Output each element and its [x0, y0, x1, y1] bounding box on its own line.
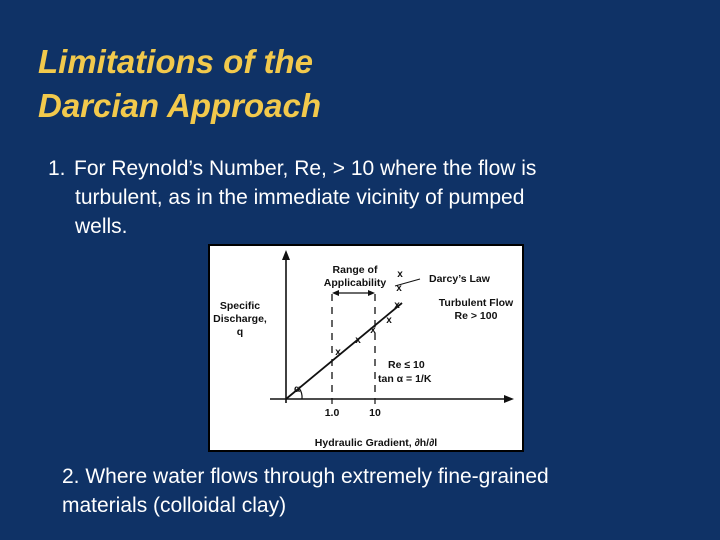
- point-1-line-1: For Reynold’s Number, Re, > 10 where the flow is: [74, 157, 537, 180]
- data-point-marker: x: [370, 325, 376, 336]
- point-1-line-2: turbulent, as in the immediate vicinity of pumped: [75, 186, 525, 209]
- bullet-point-1: [48, 154, 688, 241]
- turbulent-label-line-2: Re > 100: [454, 310, 498, 322]
- title-line-1: Limitations of the: [38, 43, 313, 80]
- data-point-marker: x: [355, 335, 361, 346]
- range-label-line-1: Range of: [332, 264, 378, 276]
- title-line-2: Darcian Approach: [38, 87, 322, 124]
- alpha-label: α: [294, 384, 301, 395]
- range-arrow-left-head: [332, 290, 339, 296]
- point-1-line-3: wells.: [75, 215, 128, 238]
- point-2-line-2: materials (colloidal clay): [62, 494, 287, 517]
- y-axis-label-line-1: Specific: [219, 300, 261, 312]
- turbulent-label-line-1: Turbulent Flow: [438, 297, 514, 309]
- data-point-marker: x: [397, 269, 403, 280]
- range-label-line-2: Applicability: [323, 277, 387, 289]
- data-point-marker: x: [335, 347, 341, 358]
- x-axis-arrow: [504, 395, 514, 403]
- tan-alpha-label: tan α = 1/K: [378, 373, 432, 385]
- data-point-marker: x: [394, 300, 400, 311]
- x-tick-label-2: 10: [369, 407, 381, 419]
- point-2-line-1: 2. Where water flows through extremely fine-grained: [62, 465, 549, 488]
- point-1-number: 1.: [48, 157, 66, 180]
- figure-graph: [210, 246, 522, 450]
- data-point-marker: x: [386, 315, 392, 326]
- y-axis-label-line-2: Discharge,: [213, 313, 267, 325]
- y-axis-label-line-3: q: [236, 326, 244, 338]
- bullet-point-2: [62, 462, 682, 520]
- darcys-law-label: Darcy’s Law: [429, 273, 490, 285]
- data-point-marker: x: [396, 283, 402, 294]
- y-axis-arrow: [282, 250, 290, 260]
- slide-title: [38, 40, 321, 128]
- range-arrow-right-head: [368, 290, 375, 296]
- x-axis-label: Hydraulic Gradient, ∂h/∂l: [314, 437, 438, 449]
- re-condition-label: Re ≤ 10: [388, 359, 425, 371]
- darcy-law-figure: [208, 244, 524, 452]
- x-tick-label-1: 1.0: [324, 407, 340, 419]
